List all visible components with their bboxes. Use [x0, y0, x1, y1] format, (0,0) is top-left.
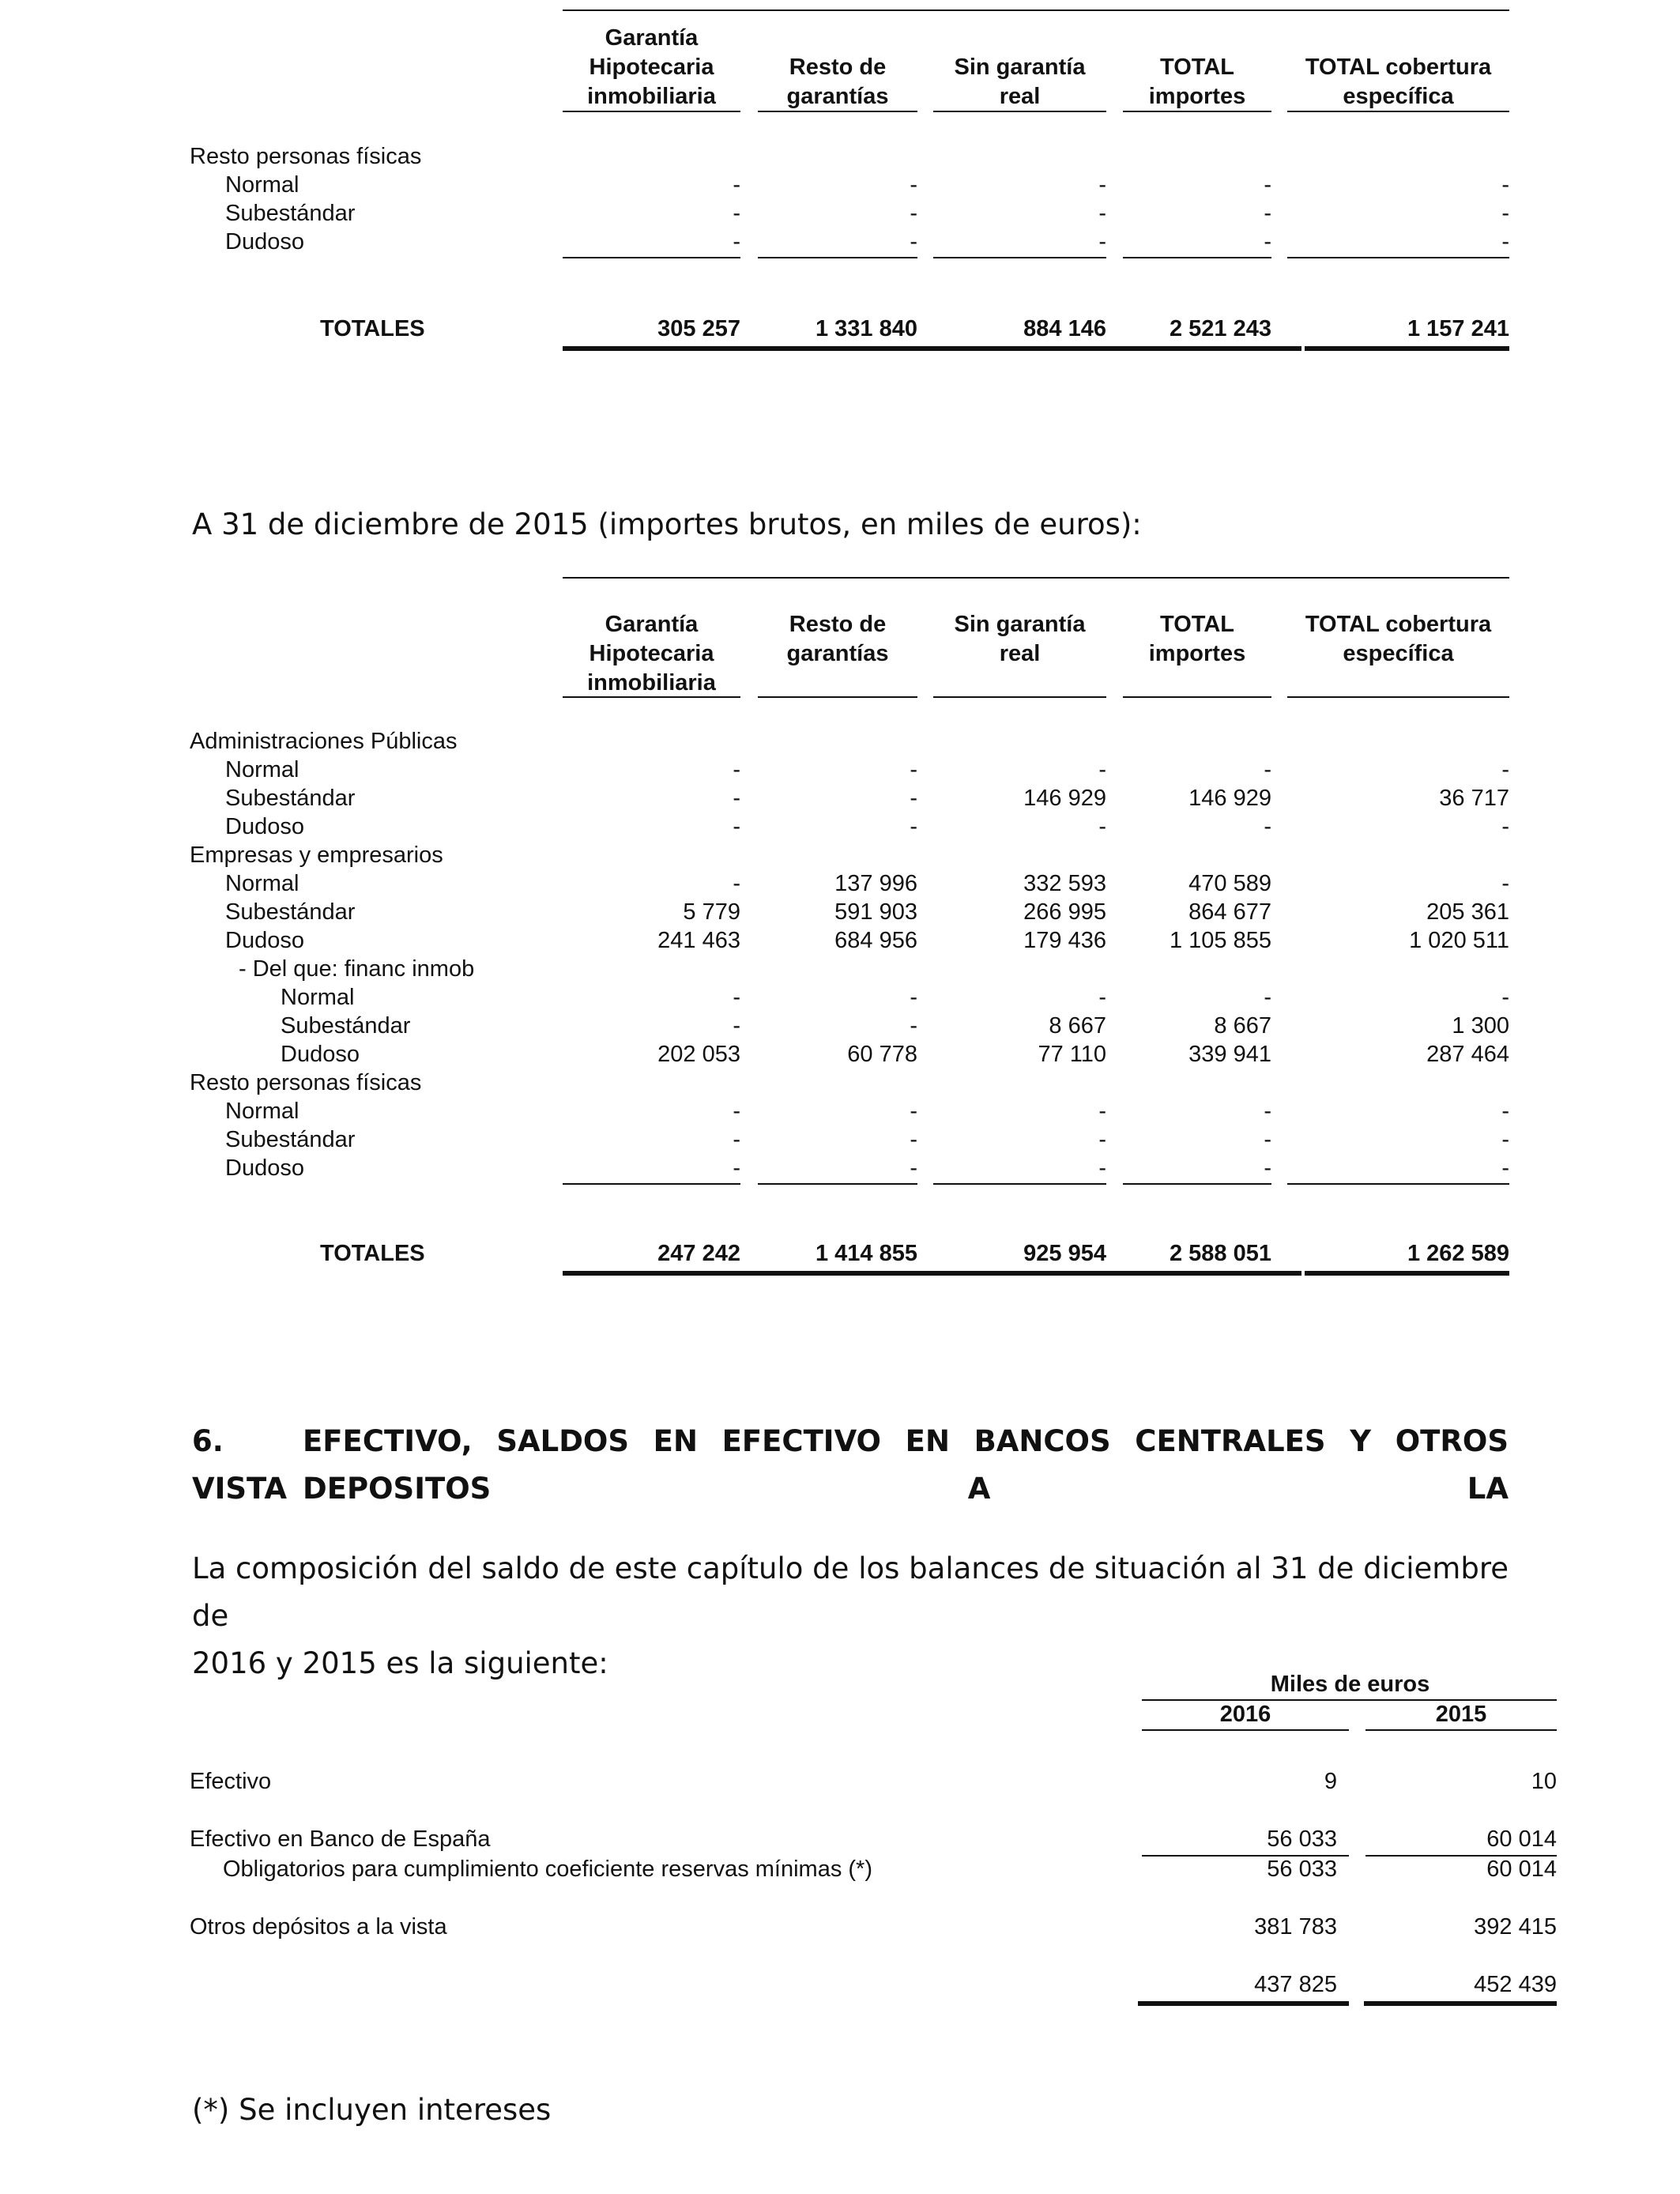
total-value: 1 157 241: [1407, 316, 1509, 341]
table-row: [190, 727, 1509, 756]
loans-table-2015: [190, 577, 1509, 1304]
row-label: Dudoso: [225, 229, 304, 254]
total-value: 925 954: [1023, 1241, 1106, 1266]
row-label: Normal: [281, 985, 355, 1010]
cell-value: -: [1098, 172, 1106, 198]
cell-value: -: [733, 814, 740, 839]
cell-value: -: [910, 786, 917, 811]
totals-double-rule: [1364, 2001, 1557, 2006]
cell-value: -: [733, 1013, 740, 1039]
row-label: Dudoso: [225, 1155, 304, 1181]
subtotal-rule: [1123, 257, 1271, 258]
cell-value: -: [1501, 229, 1509, 254]
total-value: 452 439: [1474, 1972, 1557, 1997]
cell-value: -: [1098, 814, 1106, 839]
cell-value: -: [910, 1127, 917, 1152]
col-header-total-amounts: [1123, 610, 1271, 669]
cell-value: -: [733, 229, 740, 254]
header-line: TOTAL cobertura: [1305, 55, 1492, 80]
table-row: [190, 142, 1509, 171]
cell-value: -: [1501, 201, 1509, 226]
cell-value: -: [1501, 871, 1509, 896]
totals-row: [190, 1239, 1509, 1268]
table-row: [190, 1040, 1509, 1069]
col-header-no-guarantee: [933, 53, 1106, 111]
subtotal-rule: [933, 257, 1106, 258]
section-title-line-2: VISTA: [192, 1472, 288, 1506]
cell-value: -: [1501, 757, 1509, 782]
cell-value: 56 033: [1267, 1857, 1337, 1882]
cell-value: -: [1098, 1155, 1106, 1181]
table-row: [190, 841, 1509, 869]
cell-value: -: [1501, 172, 1509, 198]
table-row: [190, 955, 1509, 983]
cell-value: 684 956: [834, 928, 917, 953]
table-row: [190, 869, 1509, 898]
cell-value: 591 903: [834, 899, 917, 925]
row-label: Normal: [225, 1099, 299, 1124]
col-header-mortgage: [563, 610, 740, 698]
table-row: [190, 1012, 1509, 1040]
header-rule: [1287, 696, 1509, 698]
header-line: inmobiliaria: [587, 84, 716, 109]
header-line: garantías: [786, 84, 889, 109]
cell-value: -: [1264, 172, 1271, 198]
header-line: TOTAL: [1160, 55, 1234, 80]
table-row: [190, 756, 1509, 784]
subtotal-rule: [1123, 1183, 1271, 1185]
cell-value: 202 053: [657, 1042, 740, 1067]
col-header-total-coverage: [1287, 53, 1509, 111]
section-title-line-1: EFECTIVO, SALDOS EN EFECTIVO EN BANCOS CENTRALES Y OTROS DEPOSITOS A LA: [303, 1424, 1509, 1506]
cell-value: -: [1501, 1155, 1509, 1181]
row-label: Resto personas físicas: [190, 144, 422, 169]
totals-label: TOTALES: [320, 316, 425, 341]
cell-value: -: [1501, 1099, 1509, 1124]
table-row: [190, 1154, 1509, 1182]
cell-value: -: [910, 201, 917, 226]
cell-value: 864 677: [1188, 899, 1271, 925]
header-line: Hipotecaria: [589, 641, 714, 666]
section-number: 6.: [192, 1424, 224, 1458]
row-label: Subestándar: [225, 786, 356, 811]
table-row: [190, 228, 1509, 256]
header-line: Garantía: [605, 612, 699, 637]
cell-value: -: [1098, 1127, 1106, 1152]
totals-double-rule: [1305, 1271, 1509, 1276]
year-header-rule: [1365, 1729, 1557, 1731]
header-line: importes: [1148, 641, 1246, 666]
cell-value: 266 995: [1023, 899, 1106, 925]
cell-value: -: [733, 786, 740, 811]
cell-value: 146 929: [1188, 786, 1271, 811]
paragraph-line-2: 2016 y 2015 es la siguiente:: [192, 1646, 608, 1680]
cell-value: 1 300: [1452, 1013, 1509, 1039]
cell-value: -: [1264, 229, 1271, 254]
header-line: específica: [1343, 84, 1454, 109]
row-label: Subestándar: [281, 1013, 411, 1039]
cell-value: 9: [1324, 1769, 1337, 1794]
header-rule: [933, 111, 1106, 112]
cell-value: 339 941: [1188, 1042, 1271, 1067]
cell-value: 60 014: [1486, 1857, 1557, 1882]
header-line: Garantía: [605, 25, 699, 51]
header-top-rule: [563, 9, 1509, 11]
row-label: Normal: [225, 172, 299, 198]
totals-double-rule: [563, 346, 1301, 351]
subtotal-rule: [933, 1183, 1106, 1185]
cell-value: -: [910, 1155, 917, 1181]
header-rule: [933, 696, 1106, 698]
col-header-other-guarantees: [758, 610, 917, 669]
cell-value: 137 996: [834, 871, 917, 896]
cell-value: 1 020 511: [1409, 928, 1509, 953]
cell-value: 287 464: [1426, 1042, 1509, 1067]
cell-value: -: [910, 1013, 917, 1039]
header-line: real: [999, 641, 1041, 666]
table-row: [190, 171, 1509, 199]
header-line: Sin garantía: [954, 612, 1086, 637]
cell-value: 332 593: [1023, 871, 1106, 896]
row-label: Dudoso: [225, 928, 304, 953]
paragraph-line-1: La composición del saldo de este capítulo de los balances de situación al 31 de diciembre de: [192, 1551, 1509, 1633]
cell-value: -: [733, 871, 740, 896]
header-line: específica: [1343, 641, 1454, 666]
header-rule: [1123, 696, 1271, 698]
header-line: Resto de: [789, 612, 887, 637]
header-line: Resto de: [789, 55, 887, 80]
header-line: inmobiliaria: [587, 670, 716, 696]
cell-value: -: [1098, 1099, 1106, 1124]
cell-value: 146 929: [1023, 786, 1106, 811]
header-rule: [563, 111, 740, 112]
section-6-paragraph: [192, 1545, 1509, 1687]
totals-row: [190, 1970, 1557, 1999]
total-value: 1 331 840: [815, 316, 917, 341]
cell-value: -: [1264, 1099, 1271, 1124]
table-row: [190, 1069, 1509, 1097]
cell-value: -: [1264, 757, 1271, 782]
cell-value: -: [1501, 1127, 1509, 1152]
cell-value: -: [1098, 229, 1106, 254]
cell-value: 179 436: [1023, 928, 1106, 953]
col-header-total-amounts: [1123, 53, 1271, 111]
cell-value: -: [733, 1127, 740, 1152]
cell-value: -: [910, 1099, 917, 1124]
row-label: Obligatorios para cumplimiento coeficiente reservas mínimas (*): [223, 1857, 872, 1882]
cell-value: -: [733, 985, 740, 1010]
cell-value: 8 667: [1214, 1013, 1271, 1039]
cell-value: 36 717: [1439, 786, 1509, 811]
cell-value: 241 463: [657, 928, 740, 953]
row-label: Efectivo en Banco de España: [190, 1826, 491, 1852]
footnote: (*) Se incluyen intereses: [192, 2093, 552, 2127]
cell-value: -: [1098, 201, 1106, 226]
cell-value: 205 361: [1426, 899, 1509, 925]
totals-double-rule: [1305, 346, 1509, 351]
subtotal-rule: [1287, 257, 1509, 258]
total-value: 1 414 855: [815, 1241, 917, 1266]
col-header-other-guarantees: [758, 53, 917, 111]
table-row: [190, 898, 1509, 926]
row-label: - Del que: financ inmob: [239, 956, 475, 982]
intro-2015: A 31 de diciembre de 2015 (importes brutos, en miles de euros):: [192, 507, 1142, 541]
total-value: 2 521 243: [1169, 316, 1271, 341]
cell-value: -: [1098, 757, 1106, 782]
section-6-heading: [192, 1418, 1509, 1513]
cell-value: 60 014: [1486, 1826, 1557, 1852]
cell-value: 60 778: [847, 1042, 917, 1067]
total-value: 305 257: [657, 316, 740, 341]
subtotal-rule: [758, 1183, 917, 1185]
header-line: real: [999, 84, 1041, 109]
table-row: [190, 1855, 1557, 1883]
col-header-total-coverage: [1287, 610, 1509, 669]
header-line: Hipotecaria: [589, 55, 714, 80]
row-label: Administraciones Públicas: [190, 729, 458, 754]
cell-value: 10: [1531, 1769, 1557, 1794]
row-label: Otros depósitos a la vista: [190, 1914, 447, 1940]
table-row: [190, 784, 1509, 812]
subtotal-rule: [563, 257, 740, 258]
subtotal-rule: [1287, 1183, 1509, 1185]
total-value: 247 242: [657, 1241, 740, 1266]
cell-value: -: [910, 985, 917, 1010]
row-label: Normal: [225, 757, 299, 782]
header-rule: [758, 111, 917, 112]
table-row: [190, 812, 1509, 841]
row-label: Subestándar: [225, 1127, 356, 1152]
cell-value: -: [1264, 814, 1271, 839]
header-line: garantías: [786, 641, 889, 666]
totals-double-rule: [1138, 2001, 1349, 2006]
year-header-2015: 2015: [1435, 1702, 1487, 1727]
cell-value: 8 667: [1049, 1013, 1106, 1039]
header-rule: [563, 696, 740, 698]
header-line: TOTAL cobertura: [1305, 612, 1492, 637]
subtotal-rule: [563, 1183, 740, 1185]
table-row: [190, 1825, 1557, 1853]
unit-header: Miles de euros: [1270, 1672, 1430, 1697]
row-label: Normal: [225, 871, 299, 896]
total-value: 884 146: [1023, 316, 1106, 341]
table-row: [190, 926, 1509, 955]
cell-value: -: [910, 172, 917, 198]
header-rule: [758, 696, 917, 698]
header-line: importes: [1148, 84, 1246, 109]
cell-value: -: [1264, 1155, 1271, 1181]
total-value: 1 262 589: [1407, 1241, 1509, 1266]
cell-value: -: [910, 229, 917, 254]
header-rule: [1123, 111, 1271, 112]
table-row: [190, 1097, 1509, 1125]
header-line: Sin garantía: [954, 55, 1086, 80]
row-label: Dudoso: [225, 814, 304, 839]
table-row: [190, 1767, 1557, 1796]
cell-value: -: [910, 757, 917, 782]
cell-value: -: [910, 814, 917, 839]
year-header-2016: 2016: [1219, 1702, 1271, 1727]
totals-double-rule: [563, 1271, 1301, 1276]
cell-value: -: [733, 172, 740, 198]
cell-value: -: [733, 1155, 740, 1181]
loans-table-2016-continued: [190, 0, 1509, 364]
table-row: [190, 199, 1509, 228]
total-value: 437 825: [1254, 1972, 1337, 1997]
row-label: Empresas y empresarios: [190, 843, 443, 868]
row-label: Subestándar: [225, 201, 356, 226]
cell-value: 5 779: [683, 899, 740, 925]
cell-value: -: [1098, 985, 1106, 1010]
table-row: [190, 1913, 1557, 1941]
cell-value: -: [1264, 201, 1271, 226]
cell-value: -: [1264, 1127, 1271, 1152]
col-header-mortgage: [563, 24, 740, 111]
cell-value: 56 033: [1267, 1826, 1337, 1852]
row-label: Resto personas físicas: [190, 1070, 422, 1095]
cell-value: -: [733, 757, 740, 782]
header-line: TOTAL: [1160, 612, 1234, 637]
totals-row: [190, 315, 1509, 343]
cell-value: -: [1501, 814, 1509, 839]
table-row: [190, 983, 1509, 1012]
cell-value: -: [1501, 985, 1509, 1010]
cell-value: 77 110: [1038, 1042, 1106, 1067]
cell-value: 1 105 855: [1169, 928, 1271, 953]
row-label: Efectivo: [190, 1769, 272, 1794]
table-row: [190, 1125, 1509, 1154]
cell-value: -: [733, 1099, 740, 1124]
subtotal-rule: [758, 257, 917, 258]
header-top-rule: [563, 577, 1509, 579]
row-label: Dudoso: [281, 1042, 360, 1067]
cell-value: -: [733, 201, 740, 226]
year-header-rule: [1142, 1729, 1349, 1731]
header-rule: [1287, 111, 1509, 112]
cell-value: 470 589: [1188, 871, 1271, 896]
col-header-no-guarantee: [933, 610, 1106, 669]
total-value: 2 588 051: [1169, 1241, 1271, 1266]
row-label: Subestándar: [225, 899, 356, 925]
cell-value: -: [1264, 985, 1271, 1010]
totals-label: TOTALES: [320, 1241, 425, 1266]
cell-value: 392 415: [1474, 1914, 1557, 1940]
cell-value: 381 783: [1254, 1914, 1337, 1940]
